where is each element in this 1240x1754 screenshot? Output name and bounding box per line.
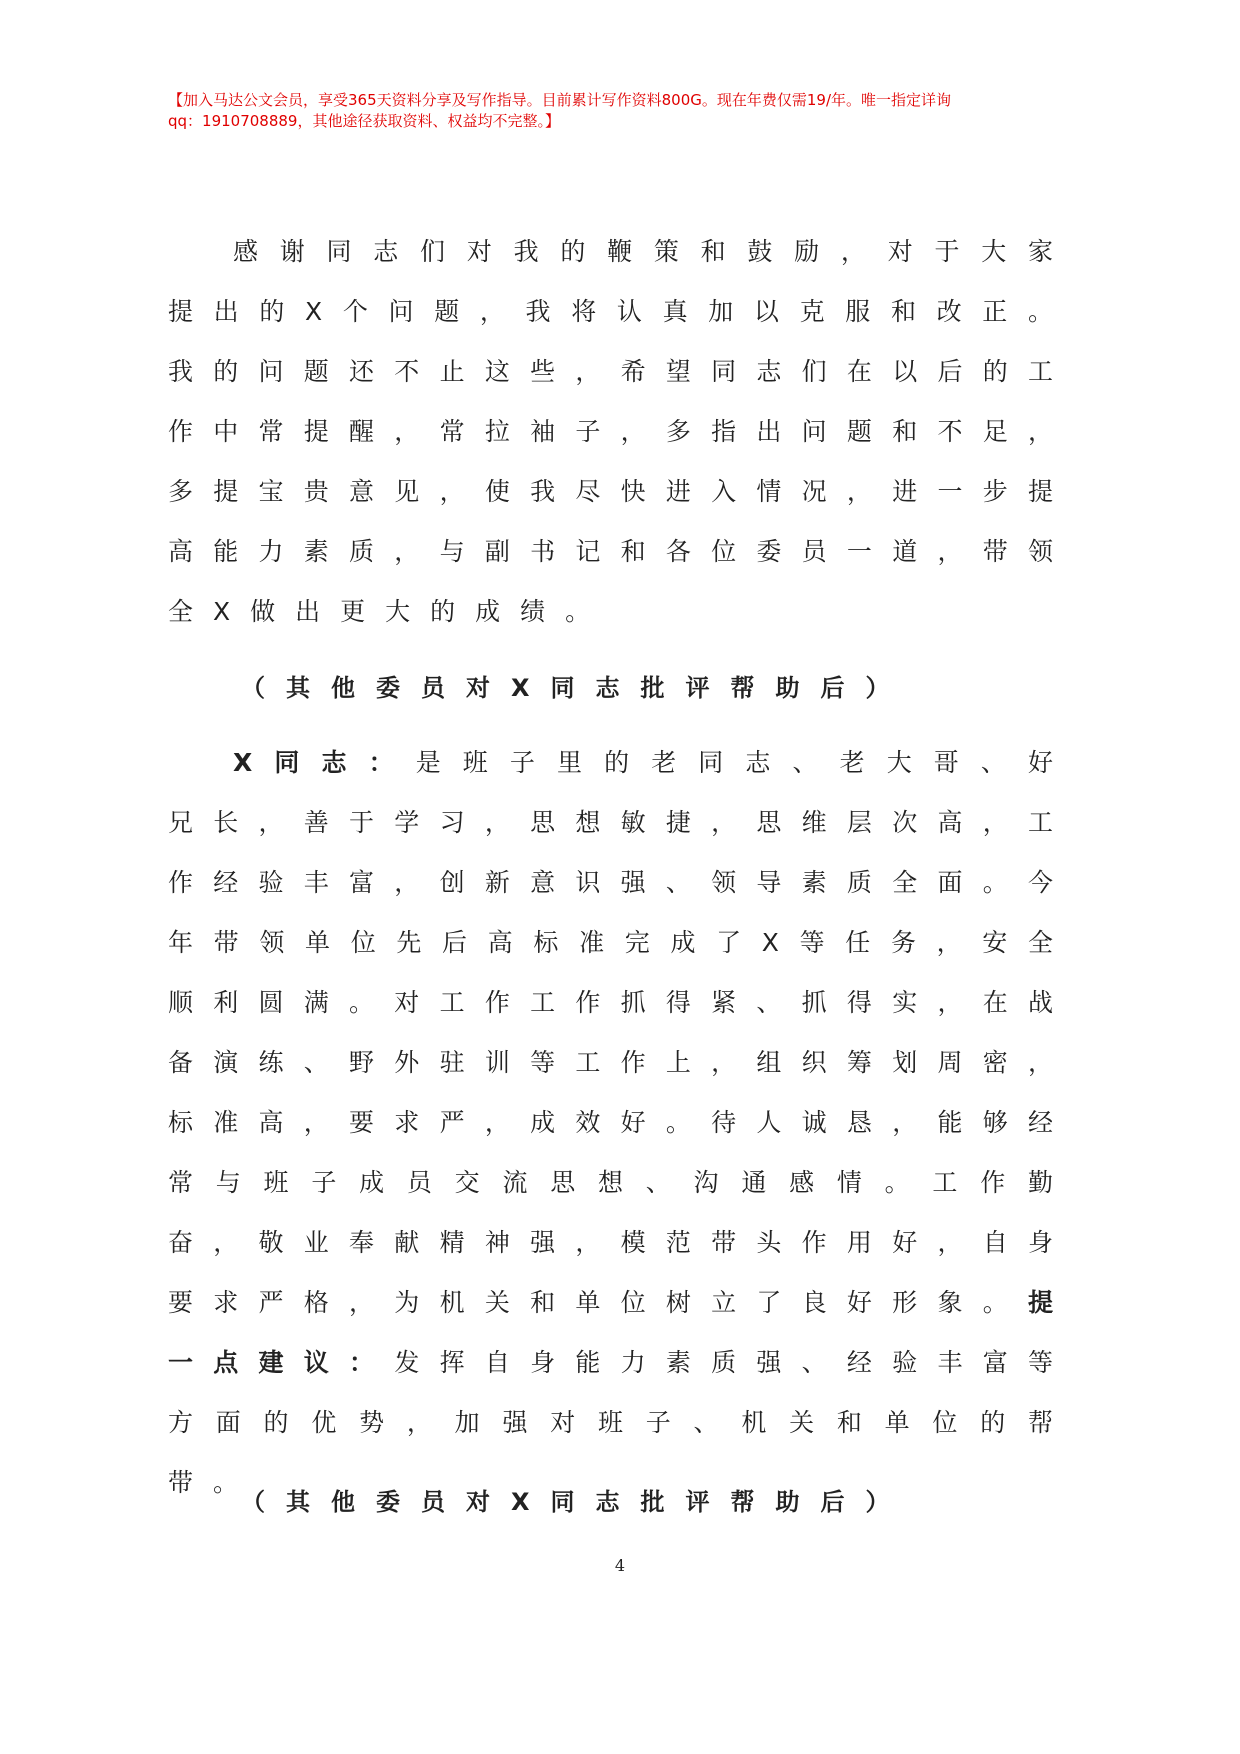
suggestion-text: 发挥自身能力素质强、经验丰富等方面的优势，加强对班子、机关和单位的帮带。 [168,1348,1073,1497]
section-note-2: （其他委员对X同志批评帮助后） [241,1488,911,1516]
promo-banner-line-1: 【加入马达公文会员，享受365天资料分享及写作指导。目前累计写作资料800G。现在年费仅需19/年。唯一指定详询 [168,91,952,109]
evaluation-text: 是班子里的老同志、老大哥、好兄长，善于学习，思想敏捷，思维层次高，工作经验丰富，创新意识强、领导素质全面。今年带领单位先后高标准完成了X等任务，安全顺利圆满。对工作工作抓得紧、抓得实，在战备演练、野外驻训等工作上，组织筹划周密，标准高，要求严，成效好。待人诚恳，能够经常与班子成员交流思想、沟通感情。工作勤奋，敬业奉献精神强，模范带头作用好，自身要求严格，为机关和单位树立了良好形象。 [168,748,1073,1317]
paragraph-evaluation [168,733,1073,1513]
suggestion-label: 提一点建议： [168,1288,1073,1377]
section-note-1: （其他委员对X同志批评帮助后） [241,674,911,702]
promo-banner [168,90,1068,132]
page-number: 4 [614,1556,626,1575]
promo-banner-line-2: qq：1910708889，其他途径获取资料、权益均不完整。】 [168,112,560,130]
paragraph-response: 感谢同志们对我的鞭策和鼓励，对于大家提出的X个问题，我将认真加以克服和改正。我的问题还不止这些，希望同志们在以后的工作中常提醒，常拉袖子，多指出问题和不足，多提宝贵意见，使我尽快进入情况，进一步提高能力素质，与副书记和各位委员一道，带领全X做出更大的成绩。 [168,237,1073,626]
speaker-label: X同志： [233,748,416,777]
